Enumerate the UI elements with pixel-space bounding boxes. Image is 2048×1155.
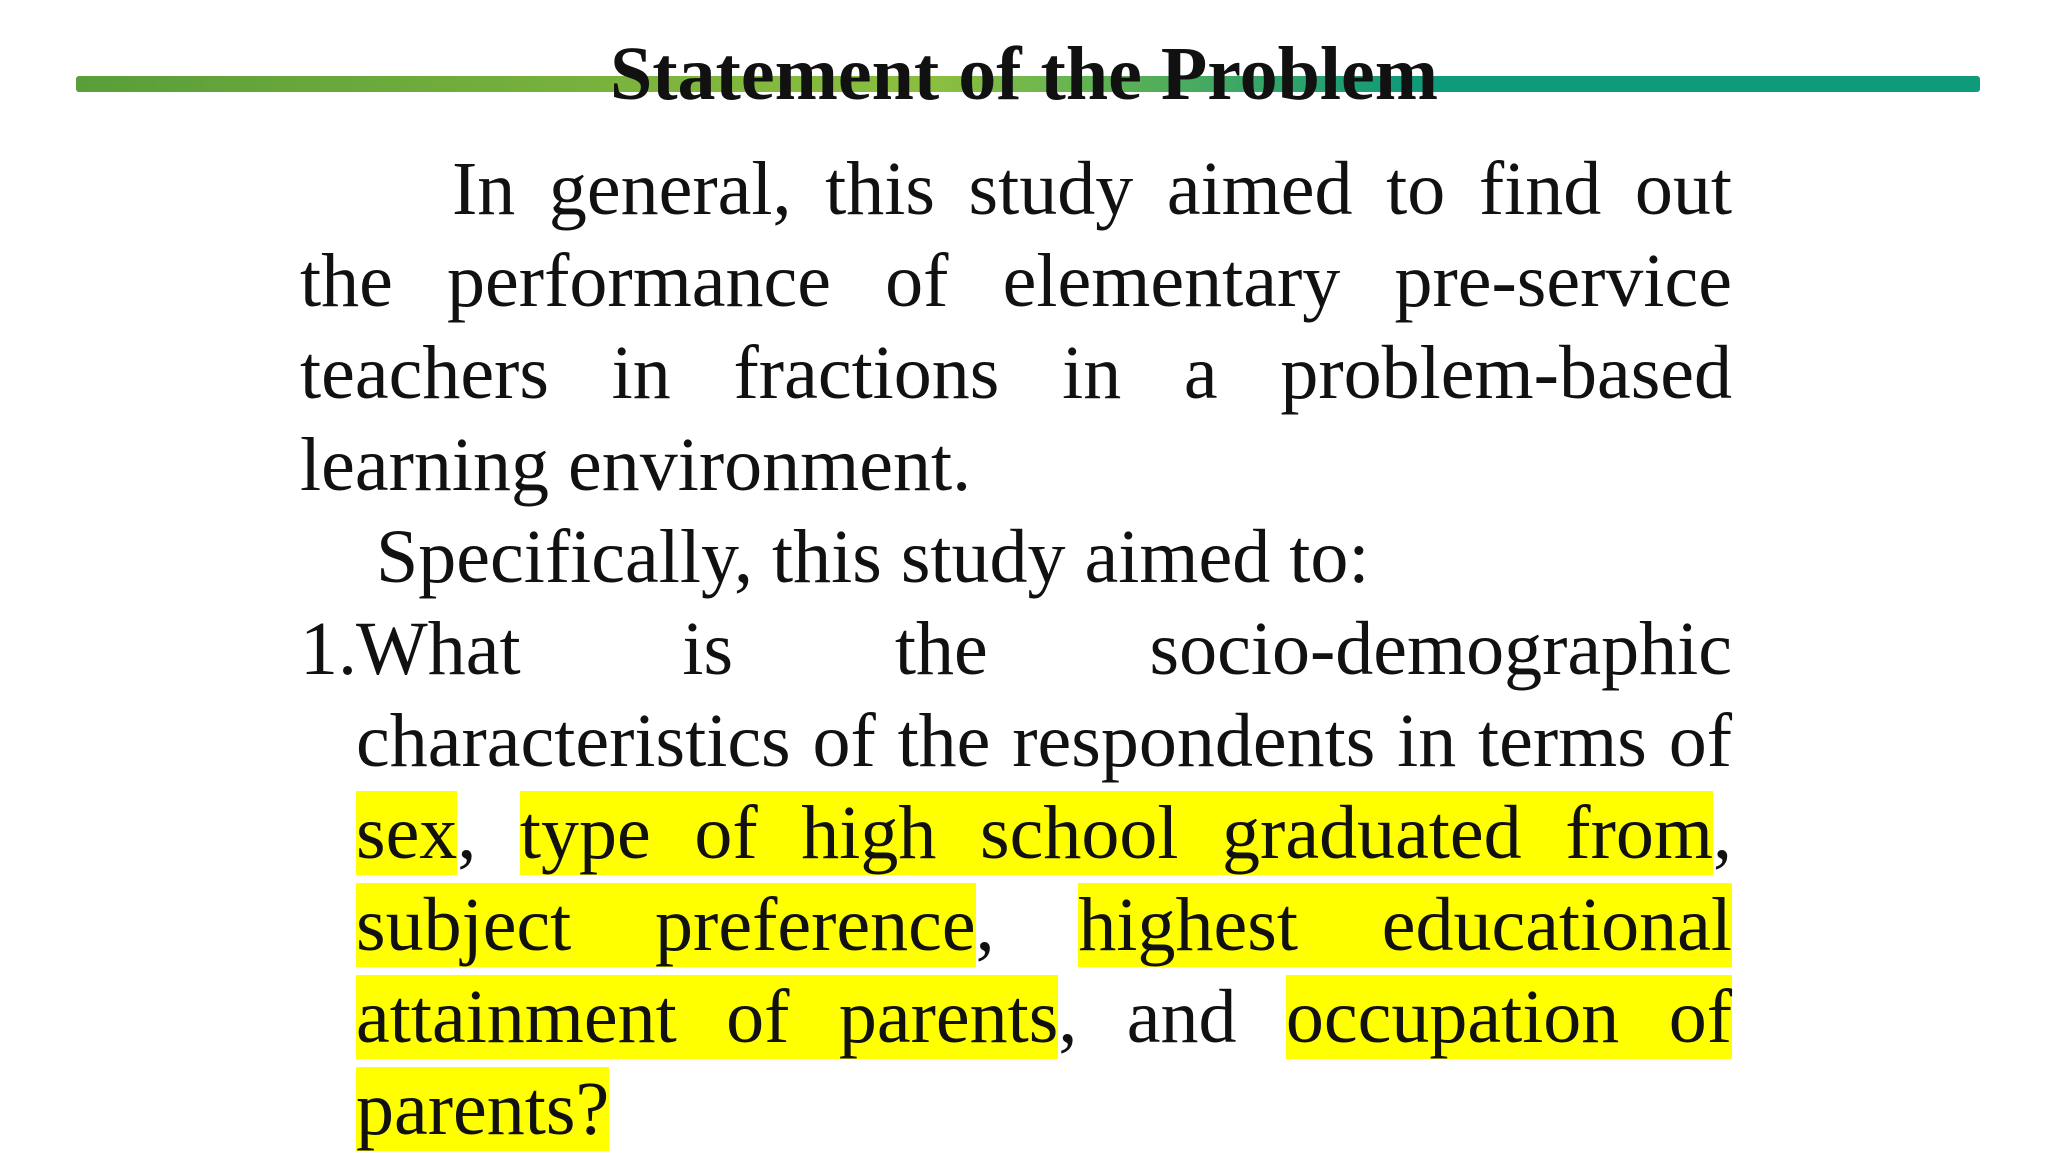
slide-body (300, 143, 1732, 1155)
general-paragraph: In general, this study aimed to find out the performance of elementary pre-service teachers in fractions in a problem-based learning environment. (300, 147, 1732, 507)
highlight-parent-occupation: occupation of parents? (356, 975, 1733, 1151)
separator: , (457, 791, 520, 875)
question-text: What is the socio-demographic characteristics of the respondents in terms of (356, 607, 1732, 783)
specific-intro: Specifically, this study aimed to: (376, 515, 1370, 599)
separator: , (975, 883, 1079, 967)
highlight-sex: sex (356, 791, 458, 875)
separator: , and (1058, 975, 1286, 1059)
slide-title: Statement of the Problem (609, 32, 1439, 116)
separator: , (1713, 791, 1732, 875)
question-list (300, 603, 1732, 1155)
highlight-high-school-type: type of high school graduated from (519, 791, 1713, 875)
highlight-subject-preference: subject preference (356, 883, 976, 967)
highlight-parent-education: highest educational attainment of parents (356, 883, 1733, 1059)
question-item (300, 603, 1732, 1155)
question-number: 1. (300, 607, 357, 691)
